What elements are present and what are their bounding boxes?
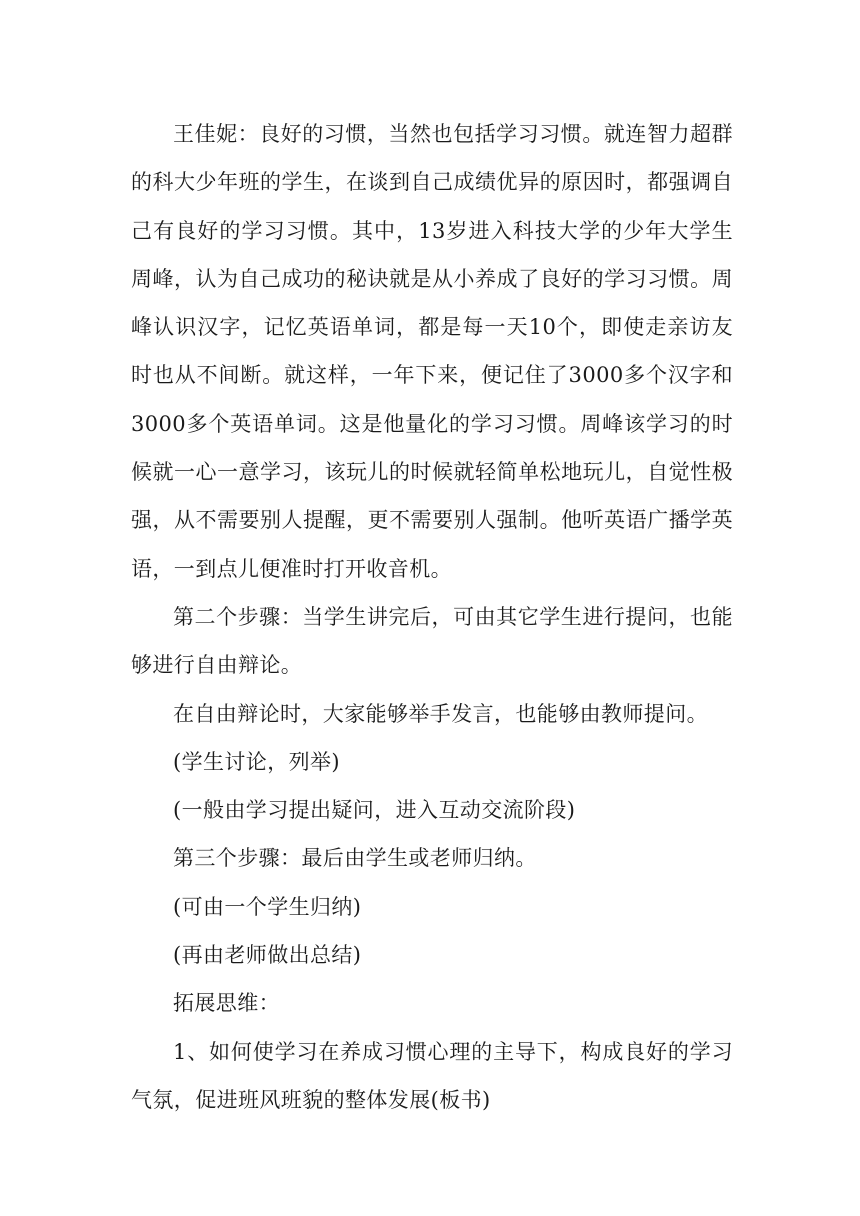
document-body (131, 110, 733, 1124)
paragraph-student-summary: (可由一个学生归纳) (173, 894, 362, 919)
paragraph-student-discussion: (学生讨论，列举) (173, 749, 340, 774)
paragraph-step-two: 第二个步骤：当学生讲完后，可由其它学生进行提问，也能够进行自由辩论。 (131, 604, 733, 678)
paragraph-teacher-summary: (再由老师做出总结) (173, 943, 362, 968)
paragraph-question-one: 1、如何使学习在养成习惯心理的主导下，构成良好的学习气氛，促进班风班貌的整体发展(板书) (131, 1039, 733, 1112)
paragraph-wang-jiani: 王佳妮：良好的习惯，当然也包括学习习惯。就连智力超群的科大少年班的学生，在谈到自己成绩优异的原因时，都强调自己有良好的学习习惯。其中，13岁进入科技大学的少年大学生周峰，认为自己成功的秘诀就是从小养成了良好的学习习惯。周峰认识汉字，记忆英语单词，都是每一天10个，即使走亲访友时也从不间断。就这样，一年下来，便记住了3000多个汉字和3000多个英语单词。这是他量化的学习习惯。周峰该学习的时候就一心一意学习，该玩儿的时候就轻简单松地玩儿，自觉性极强，从不需要别人提醒，更不需要别人强制。他听英语广播学英语，一到点儿便准时打开收音机。 (131, 122, 733, 581)
paragraph-extended-thinking: 拓展思维： (173, 991, 280, 1016)
paragraph-step-three: 第三个步骤：最后由学生或老师归纳。 (173, 846, 537, 871)
paragraph-interaction-stage: (一般由学习提出疑问，进入互动交流阶段) (173, 798, 576, 823)
paragraph-free-debate: 在自由辩论时，大家能够举手发言，也能够由教师提问。 (173, 701, 708, 726)
